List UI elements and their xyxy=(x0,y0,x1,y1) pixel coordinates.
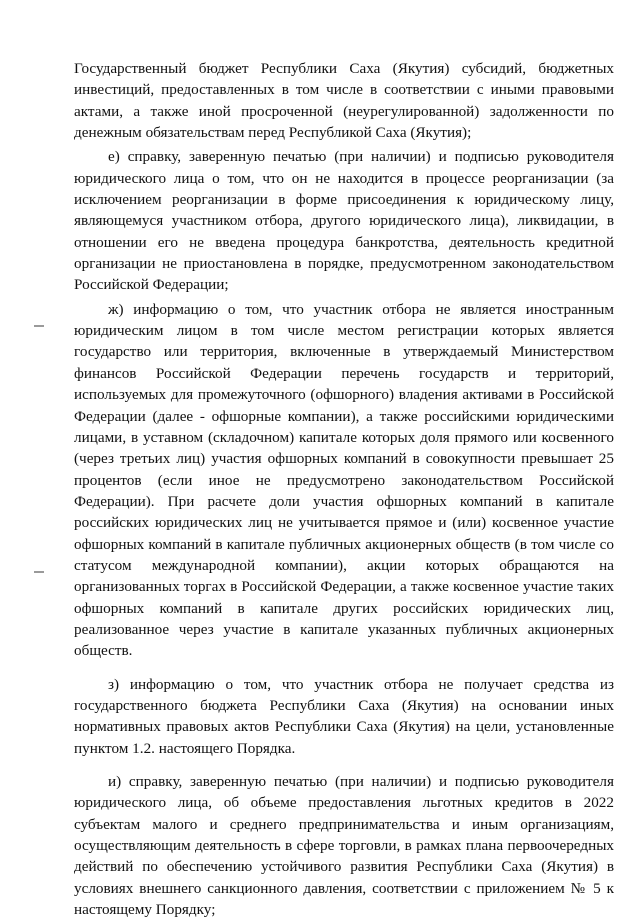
paragraph-zh: ж) информацию о том, что участник отбора не является иностранным юридическим лицом в том числе местом регистрации которых является государство или территория, включенные в утверждаемый Министерством финансов Российской Федерации перечень государств и территорий, используемых для промежуточного (офшорного) владения активами в Российской Федерации (далее - офшорные компании), а также российскими юридическими лицами, в уставном (складочном) капитале которых доля прямого или косвенного (через третьих лиц) участия офшорных компаний в совокупности превышает 25 процентов (если иное не предусмотрено законодательством Российской Федерации). При расчете доли участия офшорных компаний в капитале российских юридических лиц не учитывается прямое и (или) косвенное участие офшорных компаний в капитале публичных акционерных обществ (в том числе со статусом международной компании), акции которых обращаются на организованных торгах в Российской Федерации, а также косвенное участие таких офшорных компаний в капитале других российских юридических лиц, реализованное через участие в капитале указанных публичных акционерных обществ. xyxy=(74,300,614,660)
margin-mark xyxy=(34,325,44,327)
margin-mark xyxy=(34,571,44,573)
paragraph-d-continuation: Государственный бюджет Республики Саха (Якутия) субсидий, бюджетных инвестиций, предоставленных в том числе в соответствии с иными правовыми актами, а также иной просроченной (неурегулированной) задолженности по денежным обязательствам перед Республикой Саха (Якутия); xyxy=(74,60,614,142)
document-body xyxy=(74,58,614,920)
paragraph-e: е) справку, заверенную печатью (при наличии) и подписью руководителя юридического лица о том, что он не находится в процессе реорганизации (за исключением реорганизации в форме присоединения к юридическому лицу, являющемуся участником отбора, другого юридического лица), ликвидации, в отношении его не введена процедура банкротства, деятельность кредитной организации не приостановлена в порядке, предусмотренном законодательством Российской Федерации; xyxy=(74,148,614,294)
paragraph-z: з) информацию о том, что участник отбора не получает средства из государственного бюджета Республики Саха (Якутия) на основании иных нормативных правовых актов Республики Саха (Якутия) на цели, установленные пунктом 1.2. настоящего Порядка. xyxy=(74,675,614,757)
paragraph-i: и) справку, заверенную печатью (при наличии) и подписью руководителя юридического лица, об объеме предоставления льготных кредитов в 2022 субъектам малого и среднего предпринимательства и иным организациям, осуществляющим деятельность в сфере торговли, в рамках плана первоочередных действий по обеспечению устойчивого развития Республики Саха (Якутия) в условиях внешнего санкционного давления, соответствии с приложением № 5 к настоящему Порядку; xyxy=(74,773,614,919)
